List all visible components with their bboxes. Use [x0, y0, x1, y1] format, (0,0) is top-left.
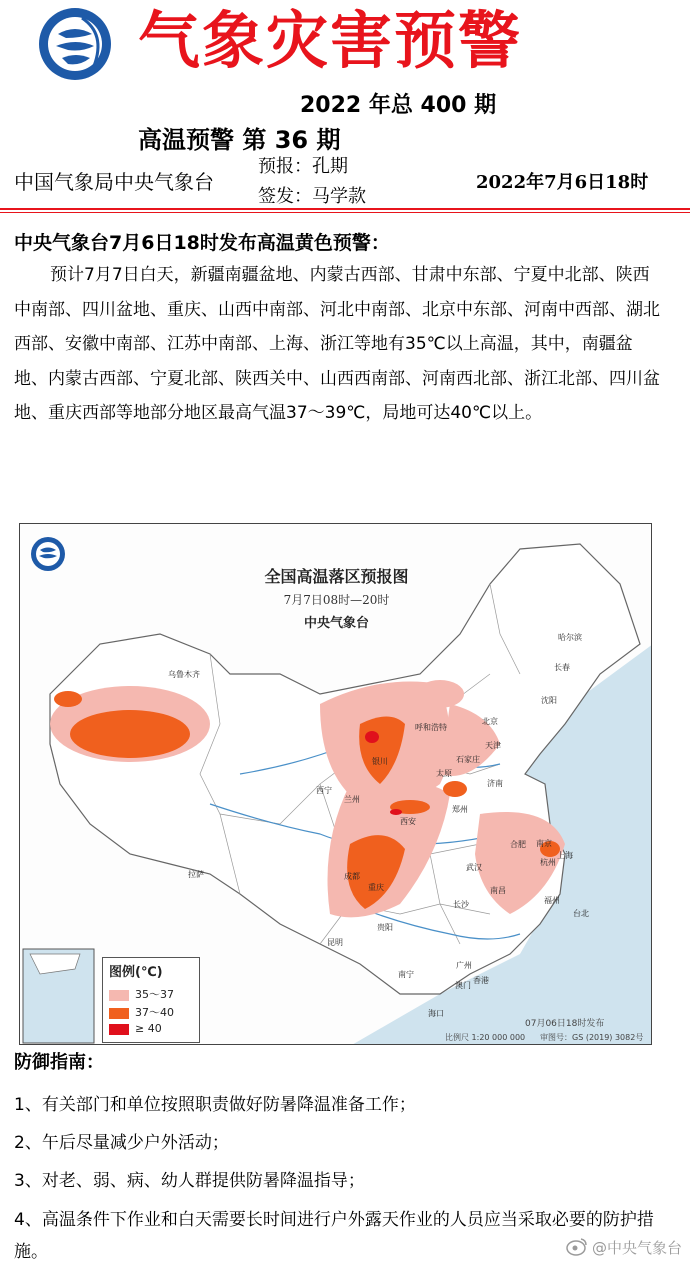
- legend-item: [109, 986, 197, 1002]
- legend-label: 35～37: [135, 988, 174, 1001]
- guide-item: 2、午后尽量减少户外活动；: [14, 1133, 229, 1153]
- city-label: 广州: [456, 961, 472, 970]
- city-label: 长春: [554, 663, 570, 672]
- map-scale-note: 比例尺 1:20 000 000: [445, 1033, 526, 1042]
- city-label: 石家庄: [456, 755, 480, 764]
- issuing-organization: 中国气象局中央气象台: [14, 170, 214, 194]
- city-label: 银川: [372, 757, 388, 766]
- cma-logo: [36, 4, 114, 84]
- city-label: 天津: [485, 741, 501, 750]
- city-label: 合肥: [510, 840, 526, 849]
- city-label: 澳门: [455, 981, 471, 990]
- city-label: 长沙: [453, 900, 469, 909]
- guide-title: 防御指南：: [14, 1052, 104, 1073]
- forecaster-block: [258, 152, 366, 212]
- city-label: 武汉: [466, 863, 482, 872]
- city-label: 昆明: [327, 938, 343, 947]
- city-label: 西安: [400, 817, 416, 826]
- warning-subtitle: 高温预警 第 36 期: [138, 126, 341, 154]
- heat-forecast-map: [19, 523, 652, 1045]
- map-legend: [102, 957, 200, 1043]
- city-label: 南昌: [490, 886, 506, 895]
- legend-title: 图例(℃): [109, 965, 163, 980]
- city-label: 海口: [428, 1009, 444, 1018]
- city-label: 上海: [557, 851, 573, 860]
- city-label: 沈阳: [541, 696, 557, 705]
- guide-item: 3、对老、弱、病、幼人群提供防暑降温指导；: [14, 1171, 365, 1191]
- legend-swatch: [109, 990, 129, 1001]
- legend-item: [109, 1004, 197, 1020]
- page-title: 气象灾害预警: [138, 4, 523, 77]
- city-label: 台北: [573, 909, 589, 918]
- map-approval-note: 审图号：GS (2019) 3082号: [540, 1033, 644, 1042]
- city-label: 济南: [487, 779, 503, 788]
- city-label: 呼和浩特: [415, 723, 447, 732]
- legend-label: 37～40: [135, 1006, 174, 1019]
- map-title: 全国高温落区预报图: [264, 567, 409, 586]
- city-label: 南京: [536, 839, 552, 848]
- notice-headline: 中央气象台7月6日18时发布高温黄色预警：: [14, 232, 390, 254]
- guide-item: 1、有关部门和单位按照职责做好防暑降温准备工作；: [14, 1095, 416, 1115]
- forecaster: 预报：孔期: [258, 156, 348, 177]
- city-label: 拉萨: [188, 870, 204, 879]
- notice-body: 预计7月7日白天，新疆南疆盆地、内蒙古西部、甘肃中东部、宁夏中北部、陕西中南部、四川盆地、重庆、山西中南部、河北中南部、北京中东部、河南中西部、湖北西部、安徽中南部、江苏中南部、上海、浙江等地有35℃以上高温，其中，南疆盆地、内蒙古西部、宁夏北部、陕西关中、山西西南部、河南西北部、浙江北部、四川盆地、重庆西部等地部分地区最高气温37～39℃，局地可达40℃以上。: [14, 265, 660, 424]
- issue-number: 2022 年总 400 期: [300, 93, 497, 118]
- city-label: 重庆: [368, 883, 384, 892]
- legend-swatch: [109, 1008, 129, 1019]
- city-label: 哈尔滨: [558, 633, 582, 642]
- city-label: 福州: [544, 896, 560, 905]
- watermark: @中央气象台: [591, 1239, 682, 1257]
- city-label: 郑州: [452, 805, 468, 814]
- city-label: 南宁: [398, 970, 414, 979]
- city-label: 乌鲁木齐: [168, 670, 200, 679]
- header-divider-thin: [0, 212, 690, 213]
- city-label: 成都: [344, 872, 360, 881]
- city-label: 西宁: [316, 786, 332, 795]
- city-label: 太原: [436, 769, 452, 778]
- guide-item: 4、高温条件下作业和白天需要长时间进行户外露天作业的人员应当采取必要的防护措施。: [14, 1210, 654, 1262]
- city-label: 香港: [473, 976, 489, 985]
- signer: 签发：马学款: [258, 186, 366, 207]
- map-publish-note: 07月06日18时发布: [525, 1019, 605, 1029]
- legend-label: ≥ 40: [135, 1022, 162, 1035]
- map-issuer: 中央气象台: [303, 616, 369, 631]
- city-label: 兰州: [344, 795, 360, 804]
- legend-swatch: [109, 1024, 129, 1035]
- legend-item: [109, 1022, 197, 1038]
- weibo-icon: [566, 1236, 588, 1256]
- header-divider: [0, 208, 690, 210]
- city-label: 北京: [482, 717, 498, 726]
- city-label: 贵阳: [377, 923, 393, 932]
- map-time-range: 7月7日08时—20时: [283, 593, 390, 607]
- city-label: 杭州: [540, 858, 556, 867]
- issued-time: 2022年7月6日18时: [476, 172, 649, 193]
